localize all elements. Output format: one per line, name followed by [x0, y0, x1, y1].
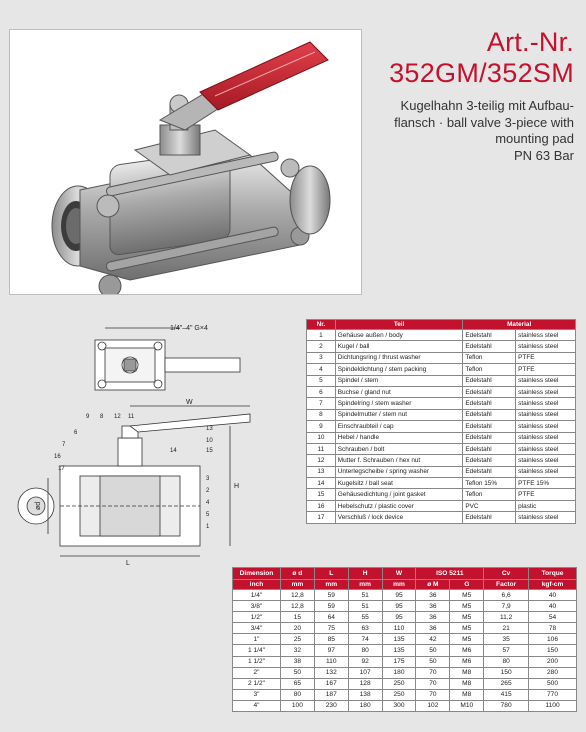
parts-cell-no: 14 [307, 478, 336, 489]
dim-header-d: ø d [280, 568, 314, 580]
dim-cell-w: 95 [382, 601, 416, 612]
callout: 17 [58, 466, 65, 472]
dim-cell-m: 36 [416, 623, 450, 634]
parts-cell-material-de: Edelstahl [463, 443, 516, 454]
parts-cell-material-de: Edelstahl [463, 330, 516, 341]
dim-cell-g: M8 [450, 667, 484, 678]
parts-cell-no: 2 [307, 341, 336, 352]
dim-cell-g: M8 [450, 678, 484, 689]
dimension-row [233, 623, 577, 634]
parts-cell-part: Unterlegscheibe / spring washer [335, 466, 463, 477]
parts-cell-no: 16 [307, 500, 336, 511]
parts-row [307, 466, 576, 477]
parts-cell-material-de: Edelstahl [463, 432, 516, 443]
parts-cell-no: 3 [307, 352, 336, 363]
dim-header-l: L [314, 568, 348, 580]
parts-cell-material-de: Teflon 15% [463, 478, 516, 489]
dim-cell-l: 97 [314, 645, 348, 656]
parts-cell-material-de: Edelstahl [463, 409, 516, 420]
dim-cell-d: 12,8 [280, 601, 314, 612]
parts-cell-no: 10 [307, 432, 336, 443]
dim-cell-m: 36 [416, 612, 450, 623]
parts-table [306, 319, 576, 524]
dim-subheader-kgfcm: kgf-cm [529, 580, 577, 590]
dim-d-label: ød [35, 501, 42, 510]
dim-cell-h: 63 [348, 623, 382, 634]
parts-row [307, 352, 576, 363]
dim-cell-l: 75 [314, 623, 348, 634]
dim-cell-l: 230 [314, 700, 348, 711]
parts-cell-part: Kugelsitz / ball seat [335, 478, 463, 489]
parts-row [307, 512, 576, 523]
callout: 5 [206, 512, 210, 518]
parts-cell-no: 8 [307, 409, 336, 420]
dim-cell-l: 187 [314, 689, 348, 700]
dim-cell-d: 15 [280, 612, 314, 623]
parts-cell-material-en: PTFE [516, 352, 576, 363]
callout: 15 [206, 448, 213, 454]
dim-cell-l: 167 [314, 678, 348, 689]
parts-cell-material-en: PTFE 15% [516, 478, 576, 489]
dim-cell-inch: 1/2" [233, 612, 281, 623]
dimension-row [233, 601, 577, 612]
dimension-row [233, 612, 577, 623]
dim-cell-d: 100 [280, 700, 314, 711]
dim-cell-cv: 80 [484, 656, 529, 667]
dim-cell-g: M5 [450, 634, 484, 645]
parts-cell-no: 5 [307, 375, 336, 386]
dim-subheader-factor: Factor [484, 580, 529, 590]
parts-cell-material-de: PVC [463, 500, 516, 511]
dim-cell-m: 70 [416, 667, 450, 678]
dim-cell-l: 59 [314, 601, 348, 612]
dim-cell-torque: 770 [529, 689, 577, 700]
dimension-row [233, 634, 577, 645]
parts-cell-material-de: Edelstahl [463, 398, 516, 409]
dim-cell-torque: 150 [529, 645, 577, 656]
description-line: flansch · ball valve 3-piece with [394, 114, 574, 130]
parts-cell-no: 9 [307, 421, 336, 432]
dim-subheader-g: G [450, 580, 484, 590]
parts-row [307, 455, 576, 466]
dim-cell-h: 107 [348, 667, 382, 678]
dim-cell-l: 85 [314, 634, 348, 645]
dim-header-dimension: Dimension [233, 568, 281, 580]
dim-subheader-mm: mm [280, 580, 314, 590]
dim-cell-l: 64 [314, 612, 348, 623]
dim-cell-inch: 2 1/2" [233, 678, 281, 689]
dim-l-label: L [126, 560, 130, 567]
parts-row [307, 386, 576, 397]
dim-cell-inch: 1 1/4" [233, 645, 281, 656]
dim-cell-d: 80 [280, 689, 314, 700]
dim-cell-g: M5 [450, 612, 484, 623]
dim-header-cv: Cv [484, 568, 529, 580]
callout: 1 [206, 524, 210, 530]
dim-cell-torque: 200 [529, 656, 577, 667]
dim-cell-g: M5 [450, 601, 484, 612]
dim-cell-m: 42 [416, 634, 450, 645]
dim-cell-torque: 280 [529, 667, 577, 678]
dim-cell-w: 250 [382, 689, 416, 700]
dim-cell-torque: 40 [529, 590, 577, 601]
dim-cell-inch: 1 1/2" [233, 656, 281, 667]
dim-cell-h: 51 [348, 601, 382, 612]
description-line: mounting pad [495, 131, 574, 146]
parts-cell-no: 15 [307, 489, 336, 500]
dim-cell-inch: 2" [233, 667, 281, 678]
callout: 4 [206, 500, 210, 506]
parts-cell-part: Spindeldichtung / stem packing [335, 364, 463, 375]
parts-cell-part: Kugel / ball [335, 341, 463, 352]
dim-cell-g: M6 [450, 656, 484, 667]
parts-cell-material-de: Teflon [463, 364, 516, 375]
parts-cell-part: Buchse / gland nut [335, 386, 463, 397]
parts-cell-material-en: PTFE [516, 489, 576, 500]
valve-drawing [10, 318, 300, 568]
dim-cell-d: 25 [280, 634, 314, 645]
article-number: 352GM/352SM [389, 58, 574, 88]
parts-cell-part: Spindel / stem [335, 375, 463, 386]
dim-cell-g: M5 [450, 623, 484, 634]
dim-cell-m: 70 [416, 689, 450, 700]
callout: 9 [86, 414, 90, 420]
dim-cell-m: 36 [416, 590, 450, 601]
parts-cell-part: Verschluß / lock device [335, 512, 463, 523]
parts-cell-material-en: plastic [516, 500, 576, 511]
parts-cell-no: 6 [307, 386, 336, 397]
dim-cell-h: 92 [348, 656, 382, 667]
description-line: PN 63 Bar [514, 147, 574, 163]
dim-cell-inch: 3/8" [233, 601, 281, 612]
dim-cell-w: 95 [382, 612, 416, 623]
dim-cell-w: 250 [382, 678, 416, 689]
parts-row [307, 364, 576, 375]
product-photo [9, 29, 362, 295]
dim-cell-cv: 21 [484, 623, 529, 634]
dim-cell-cv: 35 [484, 634, 529, 645]
callout: 6 [74, 430, 78, 436]
description-line: Kugelhahn 3-teilig mit Aufbau- [400, 98, 574, 113]
parts-cell-part: Spindelmutter / stem nut [335, 409, 463, 420]
dim-h-label: H [234, 483, 240, 490]
dim-cell-h: 51 [348, 590, 382, 601]
dim-cell-torque: 78 [529, 623, 577, 634]
parts-row [307, 398, 576, 409]
dim-cell-torque: 500 [529, 678, 577, 689]
parts-cell-material-en: stainless steel [516, 466, 576, 477]
parts-cell-no: 13 [307, 466, 336, 477]
product-description [364, 98, 574, 164]
parts-cell-no: 12 [307, 455, 336, 466]
article-label: Art.-Nr. [486, 27, 574, 57]
dim-cell-inch: 3" [233, 689, 281, 700]
dim-cell-h: 80 [348, 645, 382, 656]
dim-cell-cv: 6,6 [484, 590, 529, 601]
dim-cell-m: 102 [416, 700, 450, 711]
dim-cell-cv: 7,9 [484, 601, 529, 612]
parts-cell-part: Einschraubteil / cap [335, 421, 463, 432]
parts-cell-material-de: Edelstahl [463, 466, 516, 477]
dim-subheader-mm: mm [314, 580, 348, 590]
dim-cell-m: 70 [416, 678, 450, 689]
parts-cell-part: Gehäuse außen / body [335, 330, 463, 341]
parts-row [307, 341, 576, 352]
dimension-row [233, 700, 577, 711]
parts-row [307, 478, 576, 489]
callout: 11 [128, 414, 135, 420]
parts-cell-material-en: PTFE [516, 364, 576, 375]
dim-cell-w: 95 [382, 590, 416, 601]
parts-header-material: Material [463, 320, 576, 330]
dim-cell-h: 74 [348, 634, 382, 645]
callout: 12 [114, 414, 121, 420]
parts-cell-part: Dichtungsring / thrust washer [335, 352, 463, 363]
parts-cell-material-de: Edelstahl [463, 421, 516, 432]
parts-cell-no: 11 [307, 443, 336, 454]
dim-cell-m: 36 [416, 601, 450, 612]
dim-cell-torque: 40 [529, 601, 577, 612]
callout: 8 [100, 414, 104, 420]
parts-cell-material-en: stainless steel [516, 421, 576, 432]
parts-header-no: Nr. [307, 320, 336, 330]
parts-cell-material-de: Teflon [463, 489, 516, 500]
parts-row [307, 330, 576, 341]
parts-cell-material-de: Edelstahl [463, 375, 516, 386]
parts-cell-material-en: stainless steel [516, 330, 576, 341]
callout: 10 [206, 438, 213, 444]
dim-cell-cv: 150 [484, 667, 529, 678]
dim-cell-h: 180 [348, 700, 382, 711]
dim-cell-h: 138 [348, 689, 382, 700]
dim-cell-torque: 1100 [529, 700, 577, 711]
dim-cell-d: 65 [280, 678, 314, 689]
parts-cell-material-en: stainless steel [516, 455, 576, 466]
dimension-row [233, 678, 577, 689]
dim-cell-w: 175 [382, 656, 416, 667]
ball-valve-illustration [10, 30, 362, 295]
dim-cell-inch: 1/4" [233, 590, 281, 601]
dim-cell-m: 50 [416, 656, 450, 667]
dim-header-iso: ISO 5211 [416, 568, 484, 580]
dim-cell-cv: 780 [484, 700, 529, 711]
dimension-row [233, 645, 577, 656]
dim-cell-d: 20 [280, 623, 314, 634]
dim-cell-inch: 4" [233, 700, 281, 711]
parts-cell-part: Hebelschutz / plastic cover [335, 500, 463, 511]
dimension-table [232, 567, 577, 712]
parts-cell-no: 17 [307, 512, 336, 523]
parts-cell-material-en: stainless steel [516, 432, 576, 443]
dim-cell-l: 59 [314, 590, 348, 601]
callout: 13 [206, 426, 213, 432]
parts-row [307, 421, 576, 432]
dim-cell-d: 38 [280, 656, 314, 667]
callout: 2 [206, 488, 210, 494]
parts-cell-material-de: Teflon [463, 352, 516, 363]
parts-cell-material-de: Edelstahl [463, 341, 516, 352]
dim-cell-w: 300 [382, 700, 416, 711]
dim-w-label: W [186, 399, 193, 406]
callout: 14 [170, 448, 177, 454]
callout: 16 [54, 454, 61, 460]
dim-cell-d: 50 [280, 667, 314, 678]
dim-cell-l: 132 [314, 667, 348, 678]
parts-row [307, 409, 576, 420]
dim-header-w: W [382, 568, 416, 580]
dim-cell-cv: 265 [484, 678, 529, 689]
dim-cell-torque: 106 [529, 634, 577, 645]
parts-header-part: Teil [335, 320, 463, 330]
dim-cell-d: 12,8 [280, 590, 314, 601]
dim-cell-cv: 11,2 [484, 612, 529, 623]
parts-cell-material-en: stainless steel [516, 512, 576, 523]
dim-header-h: H [348, 568, 382, 580]
parts-cell-part: Spindelring / stem washer [335, 398, 463, 409]
parts-cell-material-en: stainless steel [516, 409, 576, 420]
thread-note: 1/4"–4" G×4 [170, 325, 208, 332]
parts-cell-material-en: stainless steel [516, 398, 576, 409]
parts-cell-no: 1 [307, 330, 336, 341]
dim-subheader-inch: inch [233, 580, 281, 590]
parts-row [307, 432, 576, 443]
dim-cell-w: 180 [382, 667, 416, 678]
dim-cell-cv: 415 [484, 689, 529, 700]
dim-cell-d: 32 [280, 645, 314, 656]
parts-cell-material-de: Edelstahl [463, 386, 516, 397]
parts-cell-material-en: stainless steel [516, 443, 576, 454]
parts-cell-no: 4 [307, 364, 336, 375]
dim-cell-g: M6 [450, 645, 484, 656]
parts-cell-material-en: stainless steel [516, 375, 576, 386]
callout: 7 [62, 442, 66, 448]
dimension-row [233, 656, 577, 667]
callout: 3 [206, 476, 210, 482]
dim-cell-w: 135 [382, 645, 416, 656]
dim-subheader-mm: mm [348, 580, 382, 590]
dimension-row [233, 590, 577, 601]
parts-cell-material-en: stainless steel [516, 341, 576, 352]
parts-cell-part: Mutter f. Schrauben / hex nut [335, 455, 463, 466]
dim-cell-g: M5 [450, 590, 484, 601]
dim-cell-l: 110 [314, 656, 348, 667]
parts-row [307, 443, 576, 454]
parts-row [307, 500, 576, 511]
dim-subheader-m: ø M [416, 580, 450, 590]
parts-cell-part: Hebel / handle [335, 432, 463, 443]
dimension-row [233, 667, 577, 678]
parts-cell-no: 7 [307, 398, 336, 409]
dim-cell-cv: 57 [484, 645, 529, 656]
parts-cell-material-en: stainless steel [516, 386, 576, 397]
dim-cell-torque: 54 [529, 612, 577, 623]
dim-header-torque: Torque [529, 568, 577, 580]
dim-subheader-mm: mm [382, 580, 416, 590]
dim-cell-h: 55 [348, 612, 382, 623]
dim-cell-inch: 1" [233, 634, 281, 645]
dim-cell-h: 128 [348, 678, 382, 689]
parts-cell-material-de: Edelstahl [463, 455, 516, 466]
parts-cell-material-de: Edelstahl [463, 512, 516, 523]
parts-row [307, 375, 576, 386]
dim-cell-m: 50 [416, 645, 450, 656]
parts-row [307, 489, 576, 500]
technical-drawing [10, 318, 300, 568]
dim-cell-g: M10 [450, 700, 484, 711]
dim-cell-g: M8 [450, 689, 484, 700]
parts-cell-part: Gehäusedichtung / joint gasket [335, 489, 463, 500]
dim-cell-w: 110 [382, 623, 416, 634]
dimension-row [233, 689, 577, 700]
dim-cell-w: 135 [382, 634, 416, 645]
parts-cell-part: Schrauben / bolt [335, 443, 463, 454]
dim-cell-inch: 3/4" [233, 623, 281, 634]
